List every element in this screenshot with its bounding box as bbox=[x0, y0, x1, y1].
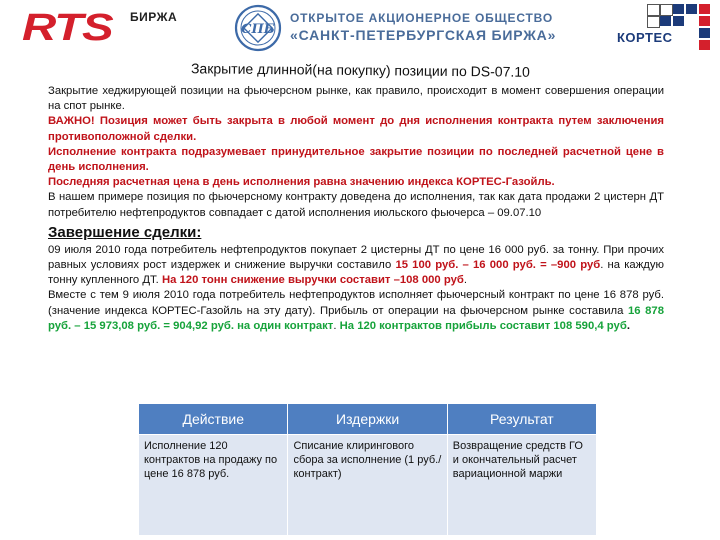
kortes-square-icon bbox=[699, 4, 710, 14]
paragraph-spot-closing: Закрытие хеджирующей позиции на фьючерсном рынке, как правило, происходит в момент совершения операции на спот рынке. bbox=[48, 85, 664, 113]
kortes-square-icon bbox=[673, 4, 684, 14]
kortes-logo-text: КОРТЕС bbox=[617, 30, 673, 45]
deal-loss-total: На 120 тонн снижение выручки составит –108 000 руб bbox=[161, 274, 464, 287]
rts-logo bbox=[22, 7, 178, 49]
table-row bbox=[139, 435, 597, 536]
table-cell-costs: Списание клирингового сбора за исполнение (1 руб./контракт) bbox=[288, 435, 447, 536]
main-content bbox=[48, 84, 664, 334]
kortes-square-icon bbox=[660, 16, 671, 26]
paragraph-deal-profit bbox=[48, 288, 664, 334]
section-title: Завершение сделки: bbox=[48, 223, 202, 241]
rts-logo-text: RTS bbox=[22, 7, 113, 49]
paragraph-execution: Исполнение контракта подразумевает принудительное закрытие позиции по последней расчетной цене в день исполнения. bbox=[48, 145, 664, 174]
deal-profit-text: Вместе с тем 9 июля 2010 года потребитель нефтепродуктов исполняет фьючерсный контракт по цене 16 878 руб. (значение индекса КОРТЕС-Газойль на эту дату). Прибыль от операции на фьючерсном рынке составила bbox=[48, 289, 664, 317]
page-title-text: Закрытие длинной(на покупку) позиции по DS-07.10 bbox=[190, 60, 530, 80]
kortes-logo bbox=[617, 4, 717, 50]
svg-text:СПБ: СПБ bbox=[241, 22, 275, 37]
deal-profit-sep: . bbox=[333, 319, 340, 332]
table-cell-action: Исполнение 120 контрактов на продажу по цене 16 878 руб. bbox=[139, 435, 288, 536]
deal-profit-dot: . bbox=[626, 319, 630, 332]
paragraph-last-price: Последняя расчетная цена в день исполнения равна значению индекса КОРТЕС-Газойль. bbox=[48, 176, 555, 189]
spb-exchange-name bbox=[290, 10, 556, 44]
table-header-row bbox=[139, 404, 597, 435]
column-header-costs: Издержки bbox=[288, 404, 447, 435]
paragraph-example: В нашем примере позиция по фьючерсному контракту доведена до исполнения, так как дата продажи 2 цистерн ДТ потребителю нефтепродуктов совпадает с датой исполнения июльского фьючерса – 09.07.10 bbox=[48, 191, 664, 219]
deal-loss-calc: 15 100 руб. – 16 000 руб. = –900 руб bbox=[395, 259, 601, 272]
deal-loss-dot: . bbox=[463, 274, 467, 287]
deal-profit-total: На 120 контрактов прибыль составит 108 590,4 руб bbox=[339, 319, 627, 332]
kortes-square-icon bbox=[673, 16, 684, 26]
column-header-result: Результат bbox=[447, 404, 596, 435]
kortes-square-icon bbox=[660, 4, 673, 16]
paragraph-deal-loss bbox=[48, 243, 664, 289]
kortes-square-icon bbox=[699, 28, 710, 38]
page-title bbox=[0, 62, 720, 78]
header bbox=[0, 0, 720, 56]
spb-exchange-emblem-icon bbox=[234, 4, 282, 52]
deal-profit-calc: 16 878 руб. – 15 973,08 руб. = 904,92 руб. на один контракт bbox=[48, 304, 664, 332]
paragraph-important: ВАЖНО! Позиция может быть закрыта в любой момент до дня исполнения контракта путем заключения противоположной сделки. bbox=[48, 115, 664, 143]
table-cell-result: Возвращение средств ГО и окончательный расчет вариационной маржи bbox=[447, 435, 596, 536]
column-header-action: Действие bbox=[139, 404, 288, 435]
kortes-square-icon bbox=[647, 4, 660, 16]
deal-loss-text: 09 июля 2010 года потребитель нефтепродуктов покупает 2 цистерны ДТ по цене 16 000 руб. за тонну. При прочих равных условиях рост издержек и снижение выручки составило bbox=[48, 243, 664, 272]
kortes-square-icon bbox=[686, 4, 697, 14]
spb-line-2: «САНКТ-ПЕТЕРБУРГСКАЯ БИРЖА» bbox=[290, 27, 557, 43]
kortes-square-icon bbox=[647, 16, 660, 28]
kortes-square-icon bbox=[699, 40, 710, 50]
deal-loss-per-ton: . на каждую тонну купленного ДТ. bbox=[48, 259, 664, 287]
kortes-square-icon bbox=[699, 16, 710, 26]
spb-line-1: ОТКРЫТОЕ АКЦИОНЕРНОЕ ОБЩЕСТВО bbox=[290, 11, 553, 25]
rts-exchange-word: БИРЖА bbox=[130, 10, 178, 24]
result-table bbox=[138, 404, 597, 536]
